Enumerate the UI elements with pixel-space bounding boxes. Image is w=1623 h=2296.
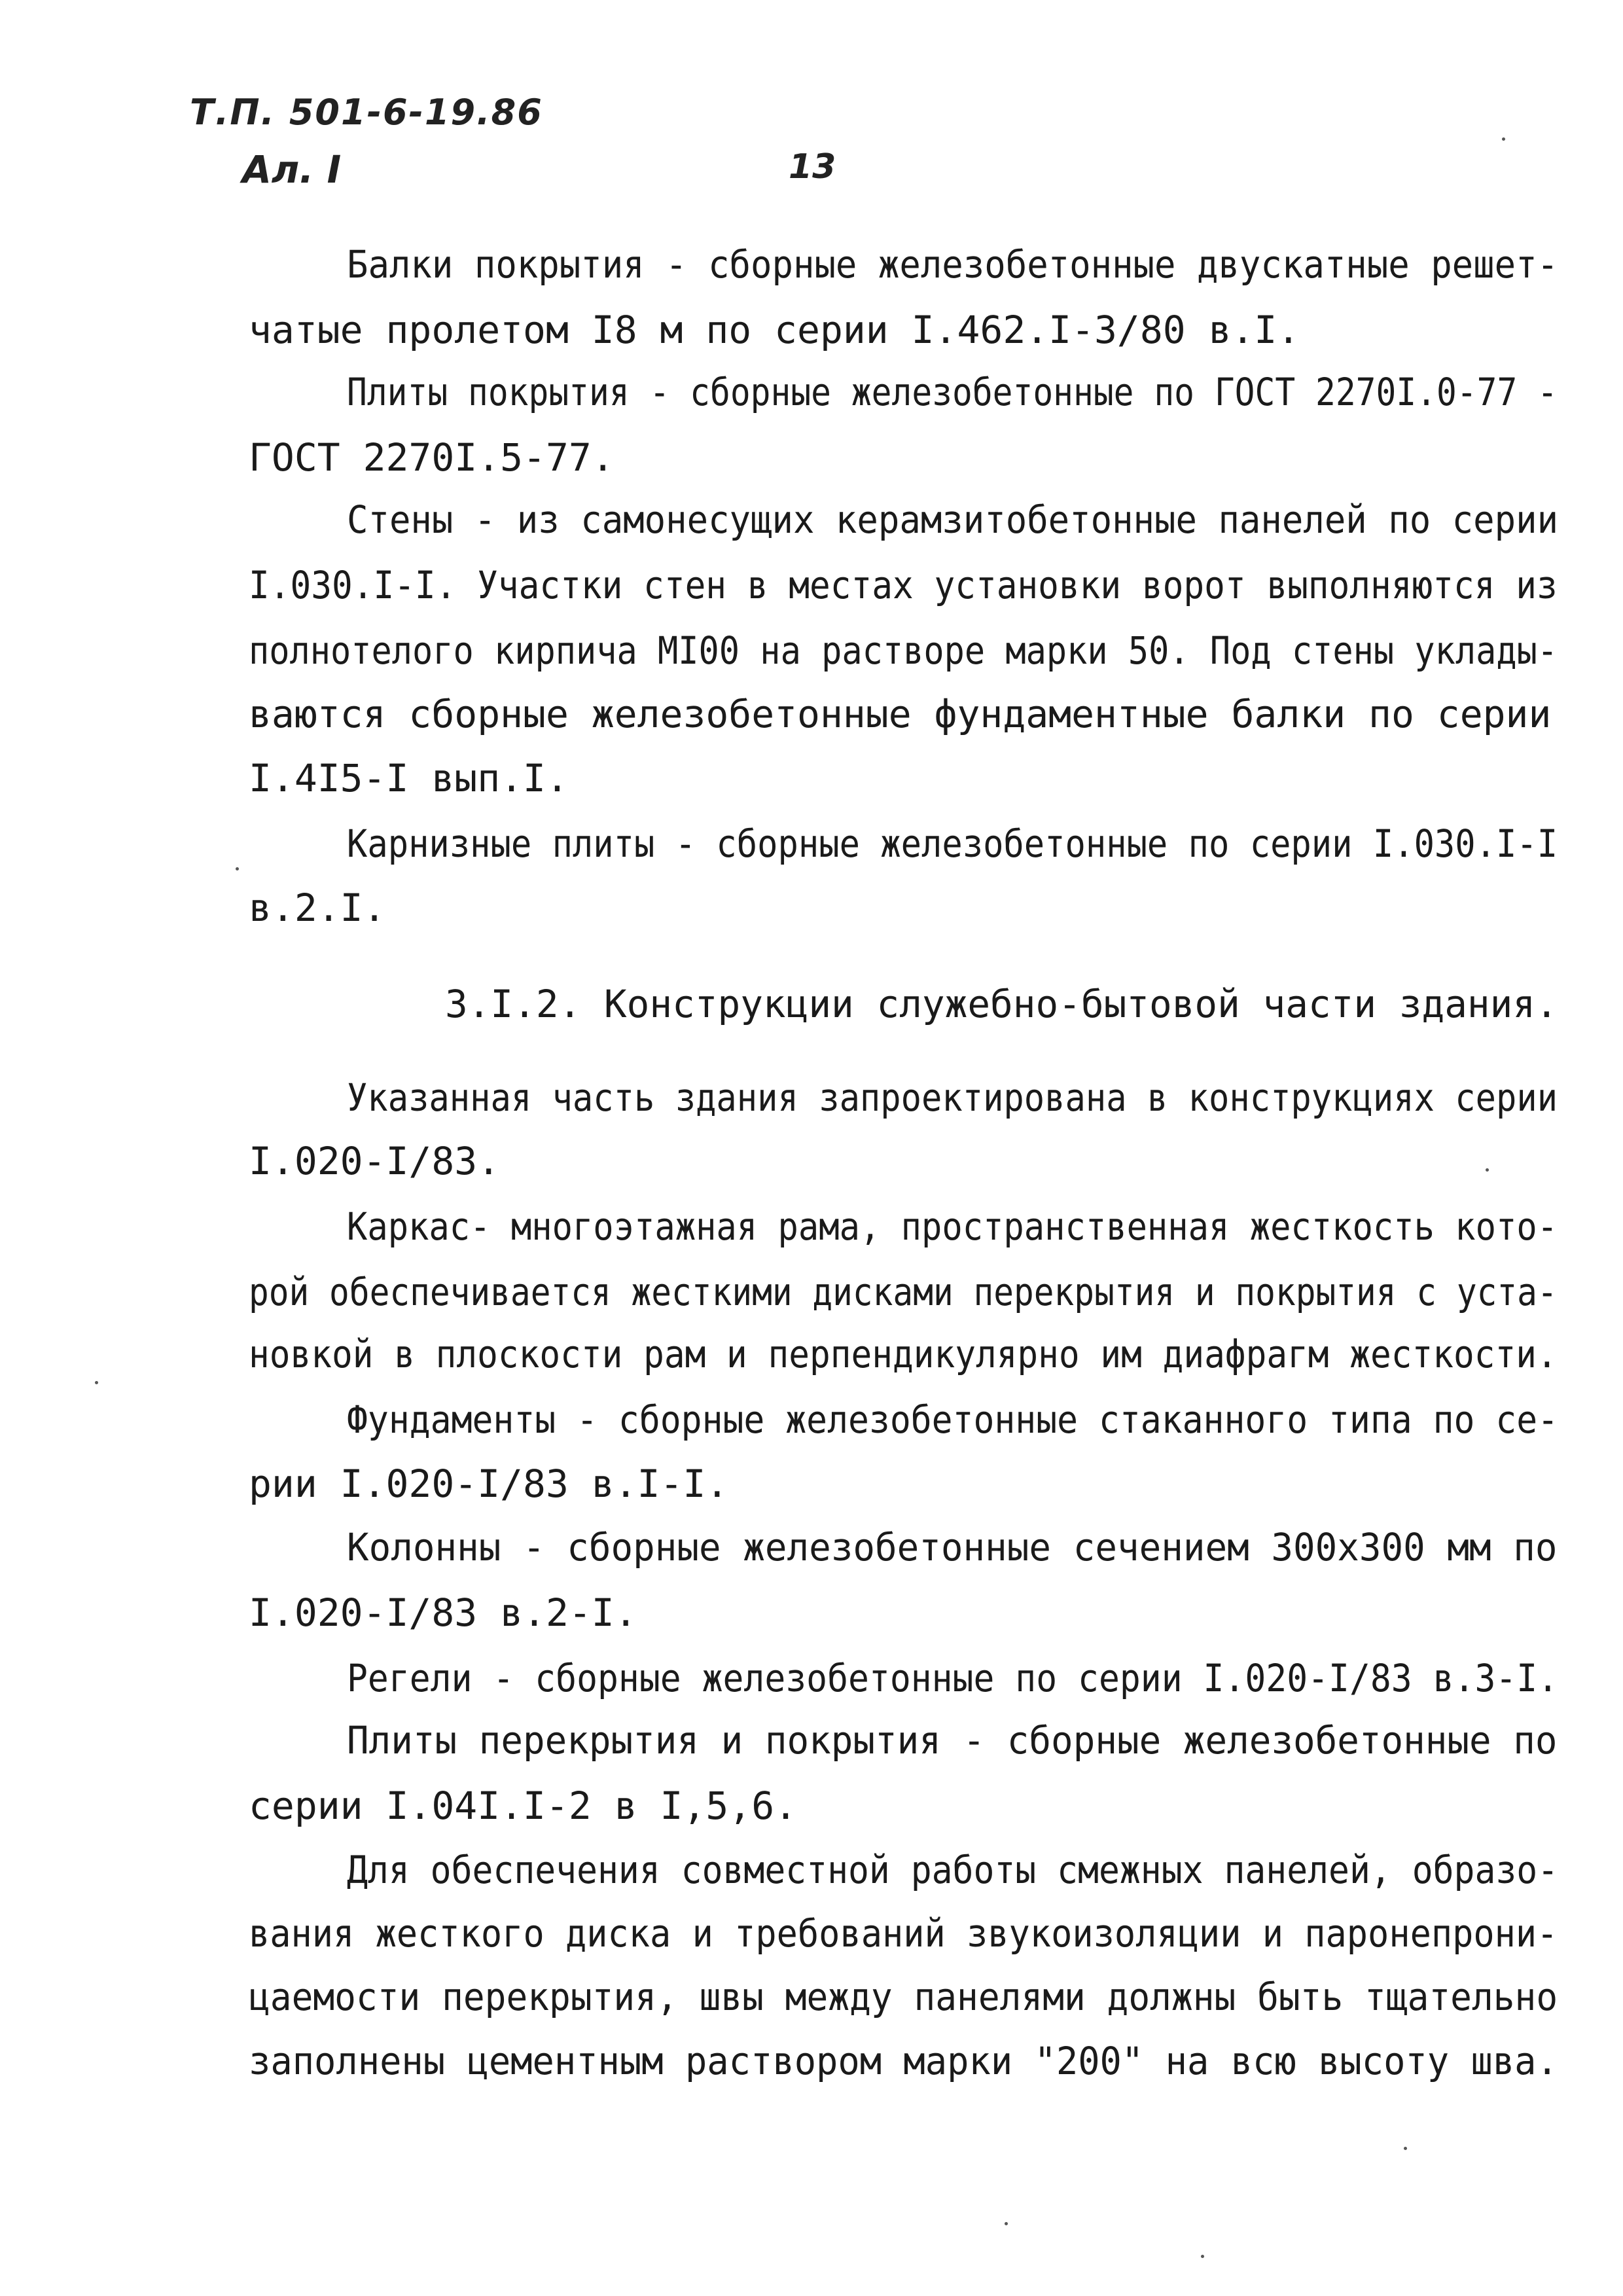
text-line: цаемости перекрытия, швы между панелями должны быть тщательно	[249, 1975, 1558, 2019]
text-line: ваются сборные железобетонные фундаментные балки по серии	[249, 692, 1552, 736]
text-line: ГОСТ 2270I.5-77.	[249, 435, 615, 480]
scan-speck	[1502, 137, 1505, 141]
text-line: Для обеспечения совместной работы смежных панелей, образо-	[347, 1848, 1559, 1892]
text-line: Стены - из самонесущих керамзитобетонные панелей по серии	[347, 497, 1559, 542]
text-line: рой обеспечивается жесткими дисками перекрытия и покрытия с уста-	[249, 1270, 1558, 1314]
text-line: полнотелого кирпича MI00 на растворе марки 50. Под стены уклады-	[249, 628, 1558, 673]
scan-speck	[95, 1381, 98, 1384]
scan-speck	[236, 867, 239, 870]
text-line: Карнизные плиты - сборные железобетонные по серии I.030.I-I	[347, 821, 1558, 866]
text-line: рии I.020-I/83 в.I-I.	[249, 1462, 729, 1506]
scan-speck	[1005, 2222, 1008, 2225]
section-heading: 3.I.2. Конструкции служебно-бытовой части здания.	[445, 982, 1558, 1026]
document-code: Т.П. 501-6-19.86	[190, 92, 543, 133]
text-line: Балки покрытия - сборные железобетонные двускатные решет-	[347, 242, 1559, 287]
text-line: I.030.I-I. Участки стен в местах установки ворот выполняются из	[249, 563, 1558, 607]
text-line: Указанная часть здания запроектирована в конструкциях серии	[347, 1075, 1558, 1120]
album-number: Ал. I	[242, 147, 342, 192]
text-line: чатые пролетом I8 м по серии I.462.I-3/80 в.I.	[249, 308, 1300, 352]
text-line: новкой в плоскости рам и перпендикулярно им диафрагм жесткости.	[249, 1332, 1558, 1376]
scan-speck	[1404, 2147, 1407, 2150]
page-number: 13	[789, 147, 836, 187]
text-line: I.4I5-I вып.I.	[249, 756, 569, 800]
text-line: Каркас- многоэтажная рама, пространственная жесткость кото-	[347, 1204, 1558, 1249]
text-line: Колонны - сборные железобетонные сечением 300х300 мм по	[347, 1525, 1558, 1570]
text-line: заполнены цементным раствором марки "200" на всю высоту шва.	[249, 2039, 1558, 2083]
text-line: в.2.I.	[249, 886, 386, 930]
text-line: Плиты перекрытия и покрытия - сборные железобетонные по	[347, 1718, 1558, 1763]
text-line: I.020-I/83 в.2-I.	[249, 1590, 637, 1635]
text-line: Плиты покрытия - сборные железобетонные по ГОСТ 2270I.0-77 -	[347, 370, 1558, 414]
text-line: Фундаменты - сборные железобетонные стаканного типа по се-	[347, 1397, 1559, 1442]
text-line: серии I.04I.I-2 в I,5,6.	[249, 1784, 798, 1828]
text-line: Регели - сборные железобетонные по серии I.020-I/83 в.3-I.	[347, 1656, 1559, 1700]
text-line: вания жесткого диска и требований звукоизоляции и паронепрони-	[249, 1911, 1558, 1956]
text-line: I.020-I/83.	[249, 1139, 501, 1183]
scan-speck	[1486, 1168, 1489, 1172]
scan-speck	[1201, 2255, 1204, 2258]
